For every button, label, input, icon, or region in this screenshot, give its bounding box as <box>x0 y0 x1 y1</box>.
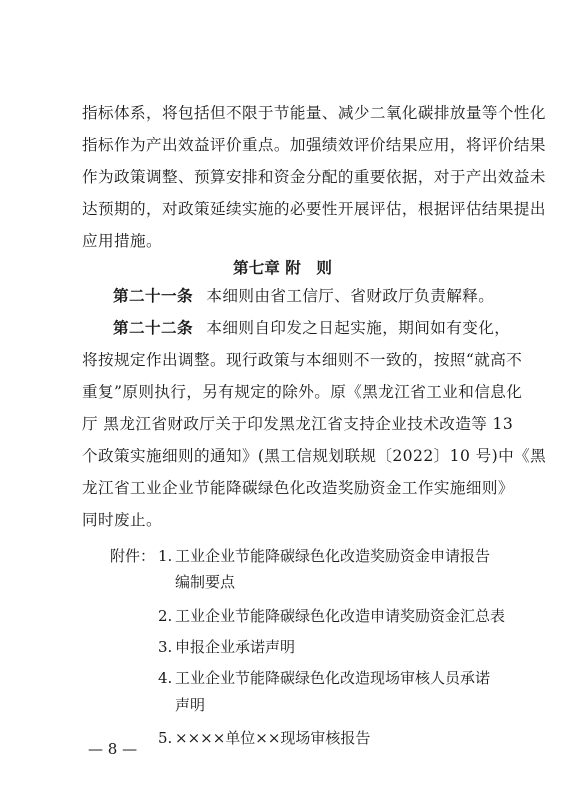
attachment-5-line-1: ××××单位××现场审核报告 <box>175 729 371 747</box>
attachments-label: 附件： <box>110 547 156 565</box>
article-21-text: 本细则由省工信厅、省财政厅负责解释。 <box>206 287 495 305</box>
attachment-2-line-1: 工业企业节能降碳绿色化改造申请奖励资金汇总表 <box>175 607 506 625</box>
page-number: — 8 — <box>88 740 138 758</box>
article-22-label: 第二十二条 <box>113 319 193 337</box>
body-line-2: 指标作为产出效益评价重点。加强绩效评价结果应用，将评价结果 <box>82 136 546 154</box>
article-21-label: 第二十一条 <box>113 287 193 305</box>
article-22-line-5: 龙江省工业企业节能降碳绿色化改造奖励资金工作实施细则》 <box>82 479 514 497</box>
body-line-5: 应用措施。 <box>82 232 162 250</box>
body-line-4: 达预期的，对政策延续实施的必要性开展评估，根据评估结果提出 <box>82 200 546 218</box>
article-22-first-line <box>113 317 511 339</box>
article-22-line-2: 重复”原则执行，另有规定的除外。原《黑龙江省工业和信息化 <box>82 383 523 401</box>
attachment-1-line-1: 工业企业节能降碳绿色化改造奖励资金申请报告 <box>175 547 491 565</box>
attachment-3-num: 3. <box>158 638 173 656</box>
article-22-line-3: 厅 黑龙江省财政厅关于印发黑龙江省支持企业技术改造等 13 <box>82 415 514 433</box>
article-21 <box>113 285 494 307</box>
attachment-1-line-2: 编制要点 <box>175 573 236 591</box>
attachment-5-num: 5. <box>158 729 173 747</box>
article-22-line-6: 同时废止。 <box>82 511 162 529</box>
body-line-3: 作为政策调整、预算安排和资金分配的重要依据，对于产出效益未 <box>82 168 546 186</box>
chapter-title: 第七章 附 则 <box>233 259 332 277</box>
attachment-4-line-1: 工业企业节能降碳绿色化改造现场审核人员承诺 <box>175 669 491 687</box>
attachment-3-line-1: 申报企业承诺声明 <box>175 638 296 656</box>
body-line-1: 指标体系，将包括但不限于节能量、减少二氧化碳排放量等个性化 <box>82 104 546 122</box>
article-22-line-4: 个政策实施细则的通知》(黑工信规划联规〔2022〕10 号)中《黑 <box>82 447 547 465</box>
article-22-first-text: 本细则自印发之日起实施，期间如有变化， <box>206 319 511 337</box>
article-22-line-1: 将按规定作出调整。现行政策与本细则不一致的，按照“就高不 <box>82 351 523 369</box>
attachment-2-num: 2. <box>158 607 173 625</box>
attachment-4-line-2: 声明 <box>175 696 206 714</box>
attachment-1-num: 1. <box>158 547 173 565</box>
attachment-4-num: 4. <box>158 669 173 687</box>
